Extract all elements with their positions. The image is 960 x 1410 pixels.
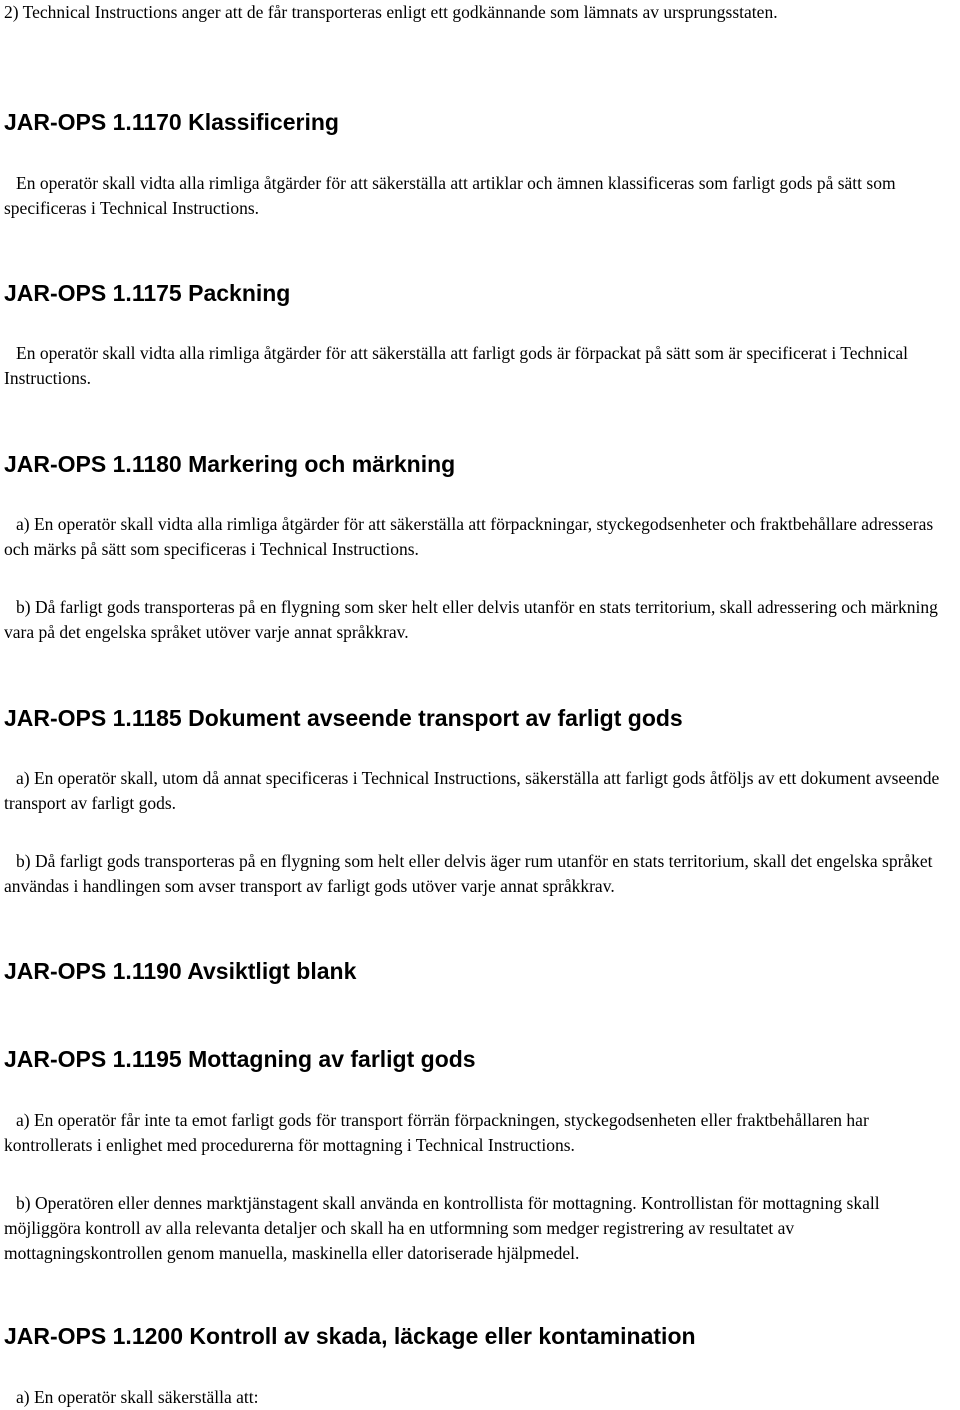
section-1170-paragraph <box>4 171 956 221</box>
section-1180-paragraph-a <box>4 512 956 562</box>
paragraph-text: b) Operatören eller dennes marktjänstagent skall använda en kontrollista för mottagning. Kontrollistan för mottagning skall möjliggöra kontroll av alla relevanta detaljer och skall ha en utformning som medger registrering av resultatet av mottagningskontrollen genom manuella, maskinella eller datoriserade hjälpmedel. <box>4 1193 880 1263</box>
paragraph-text: a) En operatör skall vidta alla rimliga åtgärder för att säkerställa att förpackningar, styckegodsenheter och fraktbehållare adresseras och märks på sätt som specificeras i Technical Instructions. <box>4 514 934 559</box>
section-1200-paragraph-a <box>4 1385 956 1410</box>
section-1195-paragraph-a <box>4 1108 956 1158</box>
section-1185-paragraph-a <box>4 766 956 816</box>
paragraph-text: En operatör skall vidta alla rimliga åtgärder för att säkerställa att artiklar och ämnen klassificeras som farligt gods på sätt som specificeras i Technical Instructions. <box>4 173 896 218</box>
paragraph-text: a) En operatör skall säkerställa att: <box>16 1387 259 1407</box>
paragraph-text: a) En operatör får inte ta emot farligt gods för transport förrän förpackningen, styckegodsenheten eller fraktbehållaren har kontrollerats i enlighet med procedurerna för mottagning i Technical Instructions. <box>4 1110 869 1155</box>
section-heading-1200: JAR-OPS 1.1200 Kontroll av skada, läckage eller kontamination <box>4 1323 696 1349</box>
section-1195-paragraph-b <box>4 1191 956 1266</box>
section-heading-1175: JAR-OPS 1.1175 Packning <box>4 280 291 306</box>
section-heading-1170: JAR-OPS 1.1170 Klassificering <box>4 109 339 135</box>
section-1180-paragraph-b <box>4 595 956 645</box>
section-heading-1190: JAR-OPS 1.1190 Avsiktligt blank <box>4 958 357 984</box>
section-1175-paragraph <box>4 341 956 391</box>
section-1185-paragraph-b <box>4 849 956 899</box>
intro-paragraph: 2) Technical Instructions anger att de får transporteras enligt ett godkännande som lämnats av ursprungsstaten. <box>4 2 778 22</box>
section-heading-1195: JAR-OPS 1.1195 Mottagning av farligt gods <box>4 1046 476 1072</box>
paragraph-text: b) Då farligt gods transporteras på en flygning som sker helt eller delvis utanför en stats territorium, skall adressering och märkning vara på det engelska språket utöver varje annat språkkrav. <box>4 597 938 642</box>
paragraph-text: a) En operatör skall, utom då annat specificeras i Technical Instructions, säkerställa att farligt gods åtföljs av ett dokument avseende transport av farligt gods. <box>4 768 940 813</box>
section-heading-1180: JAR-OPS 1.1180 Markering och märkning <box>4 451 456 477</box>
paragraph-text: En operatör skall vidta alla rimliga åtgärder för att säkerställa att farligt gods är förpackat på sätt som är specificerat i Technical Instructions. <box>4 343 909 388</box>
section-heading-1185: JAR-OPS 1.1185 Dokument avseende transport av farligt gods <box>4 705 683 731</box>
paragraph-text: b) Då farligt gods transporteras på en flygning som helt eller delvis äger rum utanför en stats territorium, skall det engelska språket användas i handlingen som avser transport av farligt gods utöver varje annat språkkrav. <box>4 851 933 896</box>
